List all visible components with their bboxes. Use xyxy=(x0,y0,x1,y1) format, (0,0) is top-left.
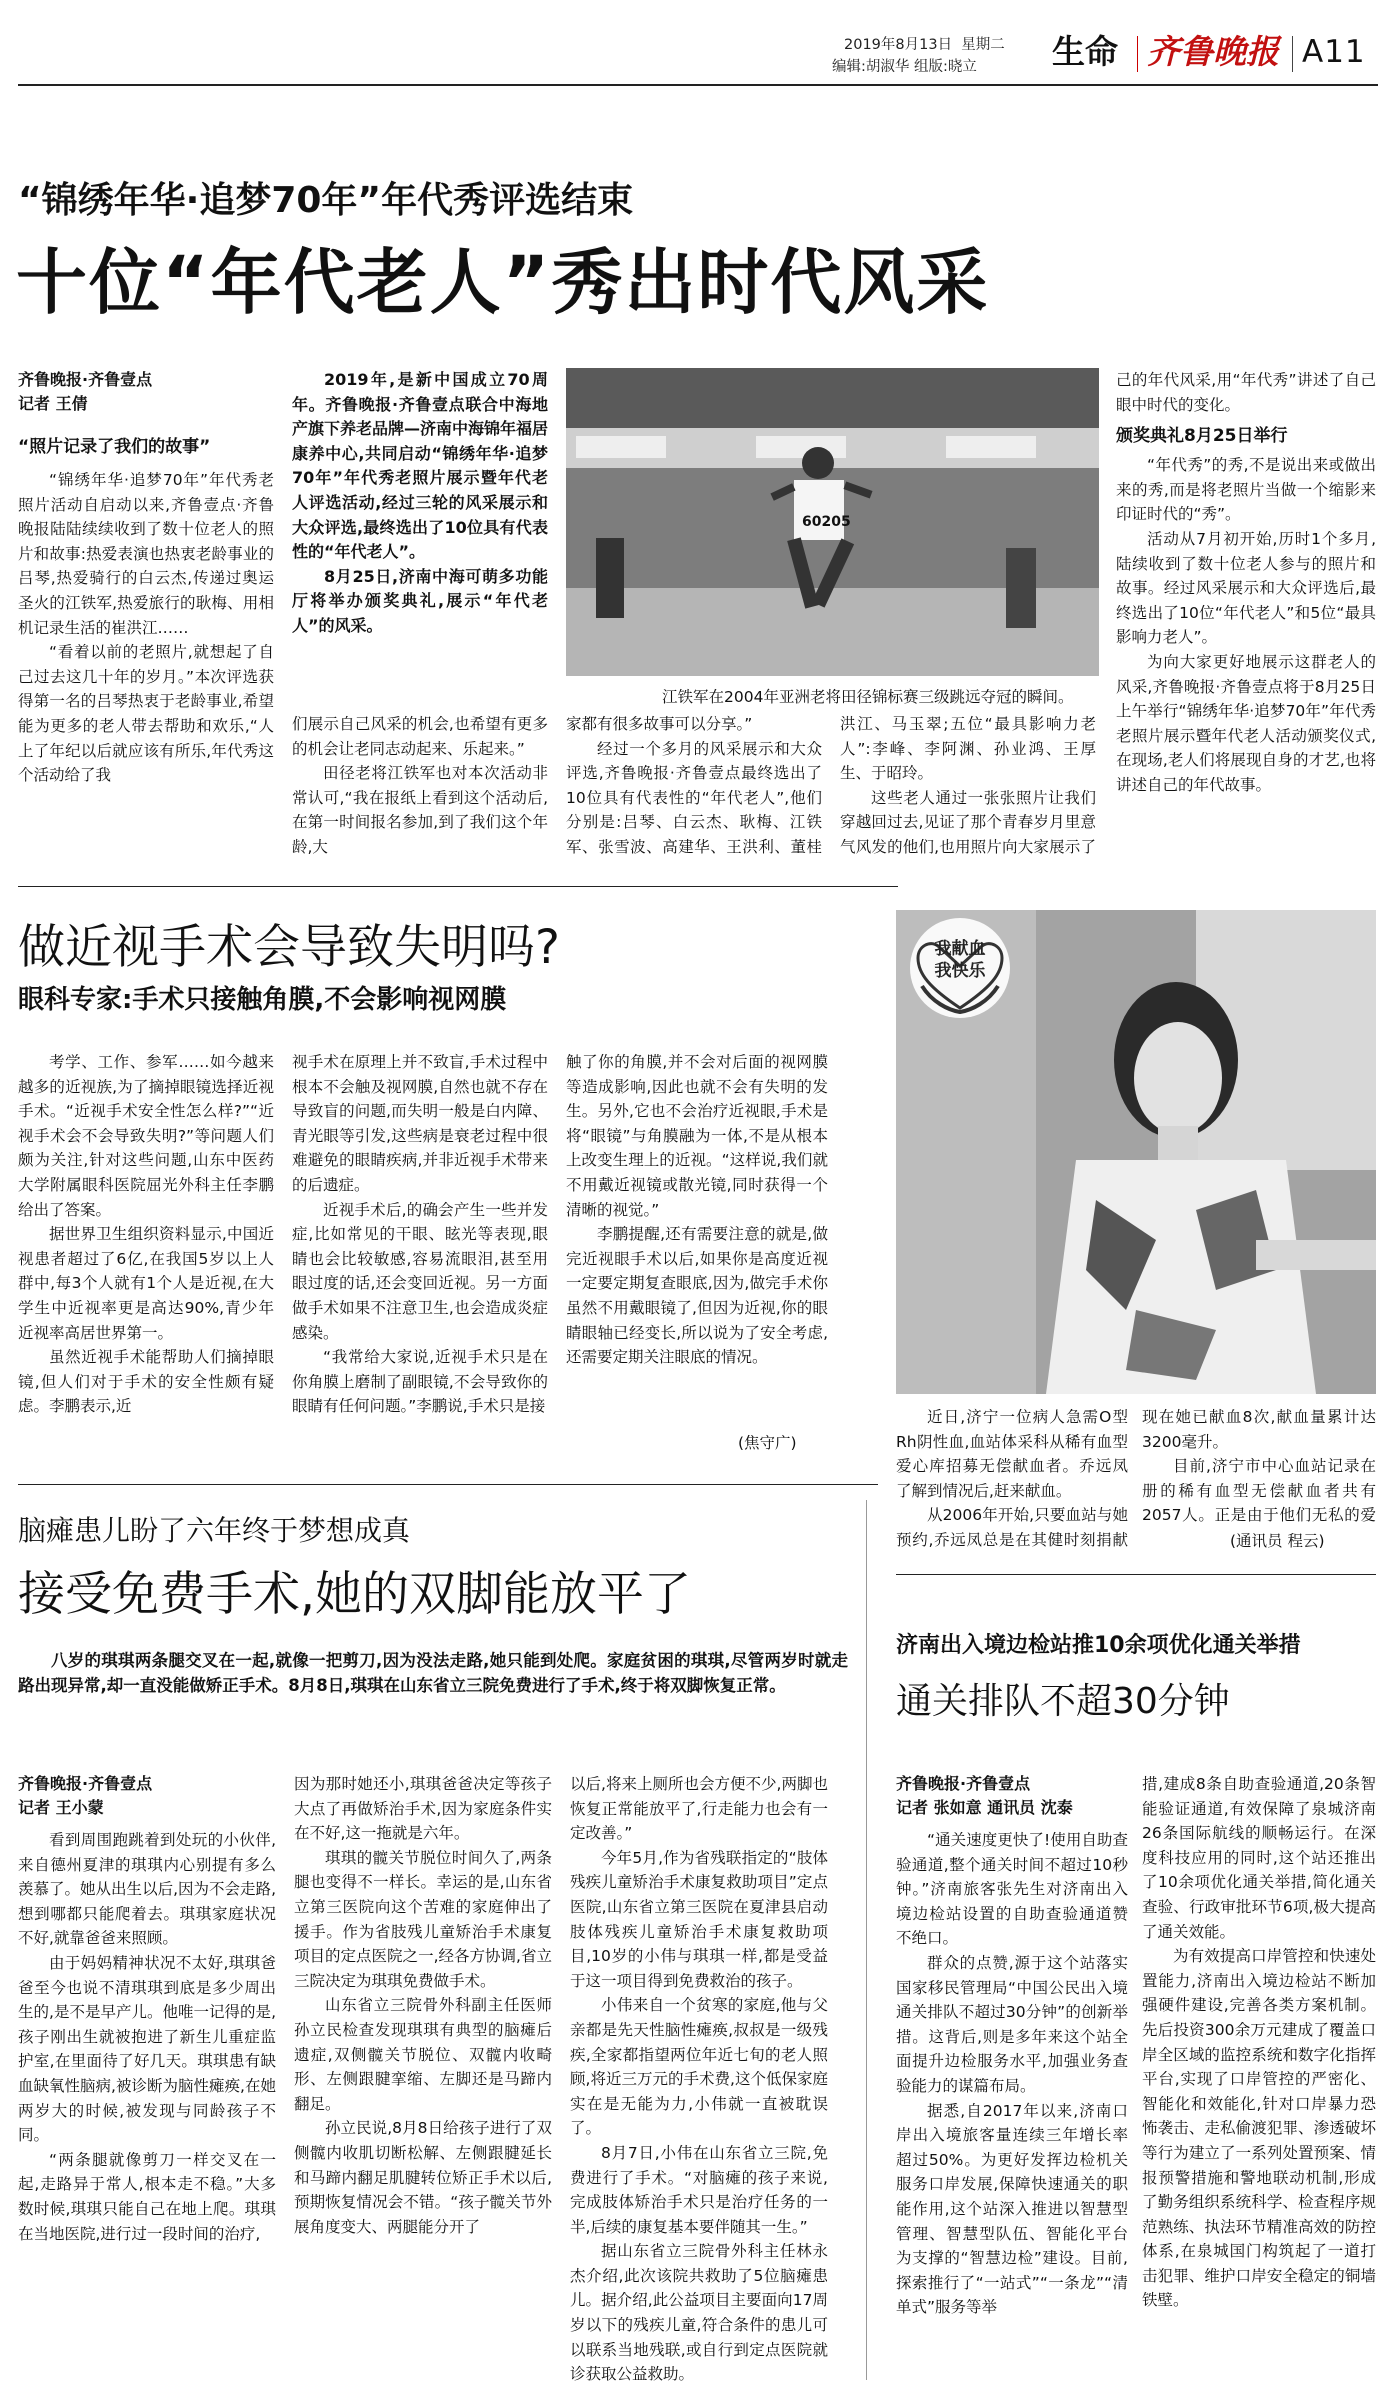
article3-byline: 齐鲁晚报·齐鲁壹点 xyxy=(18,1774,153,1793)
article1-paragraph: 经过一个多月的风采展示和大众评选,齐鲁晚报·齐鲁壹点最终选出了10位具有代表性的“年代老人”,他们分别是:吕琴、白云杰、耿梅、江铁军、张雪波、高建华、王洪利、董桂 xyxy=(566,739,822,856)
article3-paragraph: 8月7日,小伟在山东省立三院,免费进行了手术。“对脑瘫的孩子来说,完成肢体矫治手术只是治疗任务的一半,后续的康复基本要伴随其一生。” xyxy=(570,2143,828,2236)
article3-column-2 xyxy=(294,1772,552,2384)
article4-reporter: 记者 张如意 通讯员 沈泰 xyxy=(896,1798,1073,1817)
header-weekday: 星期二 xyxy=(961,37,1005,53)
article1-reporter: 记者 王倩 xyxy=(18,394,88,413)
blood-paragraph: 目前,济宁市中心血站记录在册的稀有血型无偿献血者共有2057人。正是由于他们无私的爱 xyxy=(1142,1457,1376,1525)
blood-badge-line2: 我快乐 xyxy=(934,961,986,981)
article3-column-3 xyxy=(570,1648,828,2384)
article3-paragraph: 小伟来自一个贫寒的家庭,他与父亲都是先天性脑性瘫痪,叔叔是一级残疾,全家都指望两位年近七旬的老人照顾,将近三万元的手术费,这个低保家庭实在是无能为力,小伟就一直被耽误了。 xyxy=(570,1996,828,2138)
blood-column-1 xyxy=(896,1405,1128,1551)
article3-paragraph: 据山东省立三院骨外科主任林永杰介绍,此次该院共救助了5位脑瘫患儿。据介绍,此公益项目主要面向17周岁以下的残疾儿童,符合条件的患儿可以联系当地残联,或自行到定点医院就诊获取公益救助。 xyxy=(570,2242,828,2384)
article2-column-2 xyxy=(292,1050,548,1454)
header-date-line xyxy=(844,35,1005,55)
article3-lead: 八岁的琪琪两条腿交叉在一起,就像一把剪刀,因为没法走路,她只能到处爬。家庭贫困的琪琪,尽管两岁时就走路出现异常,却一直没能做矫正手术。8月8日,琪琪在山东省立三院免费进行了手术,终于将双脚恢复正常。 xyxy=(18,1651,848,1695)
article3-paragraph: 琪琪的髋关节脱位时间久了,两条腿也变得不一样长。幸运的是,山东省立第三医院向这个苦难的家庭伸出了援手。作为省肢残儿童矫治手术康复项目的定点医院之一,经各方协调,省立三院决定为琪琪免费做手术。 xyxy=(294,1848,552,1990)
header-date: 2019年8月13日 xyxy=(844,37,953,53)
article1-byline: 齐鲁晚报·齐鲁壹点 xyxy=(18,370,153,389)
article2-credit: (焦守广) xyxy=(738,1434,797,1452)
article1-column-4 xyxy=(840,712,1096,860)
article3-paragraph: 今年5月,作为省残联指定的“肢体残疾儿童矫治手术康复救助项目”定点医院,山东省立第三医院在夏津县启动肢体残疾儿童矫治手术康复救助项目,10岁的小伟与琪琪一样,都是受益于这一项目得到免费救治的孩子。 xyxy=(570,1848,828,1990)
article4-paragraph: 措,建成8条自助查验通道,20条智能验证通道,有效保障了泉城济南26条国际航线的顺畅运行。在深度科技应用的同时,这个站还推出了10余项优化通关举措,简化通关查验、行政审批环节6项,极大提高了通关效能。 xyxy=(1142,1775,1376,1941)
article1-paragraph: “看着以前的老照片,就想起了自己过去这几十年的岁月。”本次评选获得第一名的吕琴热衷于老龄事业,希望能为更多的老人带去帮助和欢乐,“人上了年纪以后就应该有所乐,年代秀这个活动给了我 xyxy=(18,643,274,785)
article2-paragraph: 李鹏提醒,还有需要注意的就是,做完近视眼手术以后,如果你是高度近视一定要定期复查眼底,因为,做完手术你虽然不用戴眼镜了,但因为近视,你的眼睛眼轴已经变长,所以说为了安全考虑,还需要定期关注眼底的情况。 xyxy=(566,1225,828,1367)
article3-kicker: 脑瘫患儿盼了六年终于梦想成真 xyxy=(18,1514,411,1547)
athlete-photo xyxy=(566,368,1099,676)
blood-paragraph: 现在她已献血8次,献血量累计达3200毫升。 xyxy=(1142,1408,1376,1451)
blood-credit: (通讯员 程云) xyxy=(1230,1532,1325,1550)
article1-paragraph: 活动从7月初开始,历时1个多月,陆续收到了数十位老人参与的照片和故事。经过风采展示和大众评选后,最终选出了10位“年代老人”和5位“最具影响力老人”。 xyxy=(1116,529,1376,647)
section-rule xyxy=(896,1574,1376,1575)
article2-paragraph: 据世界卫生组织资料显示,中国近视患者超过了6亿,在我国5岁以上人群中,每3个人就有1个人是近视,在大学生中近视率更是高达90%,青少年近视率高居世界第一。 xyxy=(18,1225,274,1342)
section-rule xyxy=(18,1484,878,1485)
athlete-bib: 60205 xyxy=(802,514,851,530)
article4-kicker: 济南出入境边检站推10余项优化通关举措 xyxy=(896,1633,1301,1658)
article1-headline: 十位“年代老人”秀出时代风采 xyxy=(16,241,990,324)
article3-paragraph: 看到周围跑跳着到处玩的小伙伴,来自德州夏津的琪琪内心别提有多么羡慕了。她从出生以后,因为不会走路,想到哪都只能爬着去。琪琪家庭状况不好,就靠爸爸来照顾。 xyxy=(18,1831,276,1948)
page-number: A11 xyxy=(1302,34,1366,70)
article1-paragraph: “锦绣年华·追梦70年”年代秀老照片活动自启动以来,齐鲁壹点·齐鲁晚报陆陆续续收到了数十位老人的照片和故事:热爱表演也热衷老龄事业的吕琴,热爱骑行的白云杰,传递过奥运圣火的江铁军,热爱旅行的耿梅、用相机记录生活的崔洪江…… xyxy=(18,471,274,637)
article3-reporter: 记者 王小蒙 xyxy=(18,1798,104,1817)
article3-column-1 xyxy=(18,1772,276,2384)
article4-column-1 xyxy=(896,1772,1128,2384)
article1-paragraph: 家都有很多故事可以分享。” xyxy=(566,715,753,733)
article3-headline: 接受免费手术,她的双脚能放平了 xyxy=(18,1567,691,1622)
blood-paragraph: 从2006年开始,只要血站与她预约,乔远凤总是在其健时刻捐献 xyxy=(896,1506,1128,1549)
column-divider xyxy=(866,1500,867,2380)
header-divider xyxy=(1292,36,1293,72)
article4-paragraph: 为有效提高口岸管控和快速处置能力,济南出入境边检站不断加强硬件建设,完善各类方案机制。先后投资300余万元建成了覆盖口岸全区域的监控系统和数字化指挥平台,实现了口岸管控的严密化、智能化和效能化,针对口岸暴力恐怖袭击、走私偷渡犯罪、渗透破坏等行为建立了一系列处置预案、情报预警措施和警地联动机制,形成了勤务组织系统科学、检查程序规范熟练、执法环节精准高效的防控体系,在泉城国门构筑起了一道打击犯罪、维护口岸安全稳定的铜墙铁壁。 xyxy=(1142,1947,1376,2310)
newspaper-logo: 齐鲁晚报 xyxy=(1147,32,1279,71)
article1-paragraph: 洪江、马玉翠;五位“最具影响力老人”:李峰、李阿渊、孙业鸿、王厚生、于昭玲。 xyxy=(840,715,1096,783)
article4-headline: 通关排队不超30分钟 xyxy=(896,1681,1230,1722)
article4-paragraph: 据悉,自2017年以来,济南口岸出入境旅客量连续三年增长率超过50%。为更好发挥边检机关服务口岸发展,保障快速通关的职能作用,这个站深入推进以智慧型管理、智慧型队伍、智能化平台为支撑的“智慧边检”建设。目前,探索推行了“一站式”“一条龙”“清单式”服务等举 xyxy=(896,2101,1128,2317)
article3-paragraph: 因为那时她还小,琪琪爸爸决定等孩子大点了再做矫治手术,因为家庭条件实在不好,这一拖就是六年。 xyxy=(294,1775,552,1843)
article3-paragraph: 由于妈妈精神状况不太好,琪琪爸爸至今也说不清琪琪到底是多少周出生的,是不是早产儿。他唯一记得的是,孩子刚出生就被抱进了新生儿重症监护室,在里面待了好几天。琪琪患有缺血缺氧性脑病,被诊断为脑性瘫痪,在她两岁大的时候,被发现与同龄孩子不同。 xyxy=(18,1953,276,2145)
header-divider xyxy=(1137,36,1138,72)
article2-paragraph: 近视手术后,的确会产生一些并发症,比如常见的干眼、眩光等表现,眼睛也会比较敏感,容易流眼泪,甚至用眼过度的话,还会变回近视。另一方面做手术如果不注意卫生,也会造成炎症感染。 xyxy=(292,1200,548,1342)
article1-column-2b xyxy=(292,712,548,860)
article2-column-3 xyxy=(566,1050,828,1430)
article1-subhead-2: 颁奖典礼8月25日举行 xyxy=(1116,426,1288,447)
blood-paragraph: 近日,济宁一位病人急需O型Rh阴性血,血站体采科从稀有血型爱心库招募无偿献血者。乔远凤了解到情况后,赶来献血。 xyxy=(896,1408,1128,1500)
article1-kicker: “锦绣年华·追梦70年”年代秀评选结束 xyxy=(18,180,634,221)
article2-paragraph: 虽然近视手术能帮助人们摘掉眼镜,但人们对于手术的安全性颇有疑虑。李鹏表示,近 xyxy=(18,1348,274,1416)
article1-paragraph: 为向大家更好地展示这群老人的风采,齐鲁晚报·齐鲁壹点将于8月25日上午举行“锦绣年华·追梦70年”年代秀老照片展示暨年代老人活动颁奖仪式,在现场,老人们将展现自身的才艺,也将讲述自己的年代故事。 xyxy=(1116,652,1376,794)
article3-paragraph: “两条腿就像剪刀一样交叉在一起,走路异于常人,根本走不稳。”大多数时候,琪琪只能自己在地上爬。琪琪在当地医院,进行过一段时间的治疗, xyxy=(18,2150,276,2243)
article4-paragraph: 群众的点赞,源于这个站落实国家移民管理局“中国公民出入境通关排队不超过30分钟”的创新举措。这背后,则是多年来这个站全面提升边检服务水平,加强业务查验能力的谋篇布局。 xyxy=(896,1953,1128,2095)
article1-paragraph: 己的年代风采,用“年代秀”讲述了自己眼中时代的变化。 xyxy=(1116,371,1376,414)
article2-paragraph: 考学、工作、参军……如今越来越多的近视族,为了摘掉眼镜选择近视手术。“近视手术安全性怎么样?”“近视手术会不会导致失明?”等问题人们颇为关注,针对这些问题,山东中医药大学附属眼科医院屈光外科主任李鹏给出了答案。 xyxy=(18,1053,274,1219)
article4-paragraph: “通关速度更快了!使用自助查验通道,整个通关时间不超过10秒钟。”济南旅客张先生对济南出入境边检站设置的自助查验通道赞不绝口。 xyxy=(896,1831,1128,1948)
article1-column-1 xyxy=(18,368,274,860)
article3-paragraph: 以后,将来上厕所也会方便不少,两脚也恢复正常能放平了,行走能力也会有一定改善。” xyxy=(570,1775,828,1843)
article1-column-2 xyxy=(292,368,548,636)
article1-paragraph: 们展示自己风采的机会,也希望有更多的机会让老同志动起来、乐起来。” xyxy=(292,715,548,758)
article2-paragraph: “我常给大家说,近视手术只是在你角膜上磨制了副眼镜,不会导致你的眼睛有任何问题。”李鹏说,手术只是接 xyxy=(292,1348,548,1416)
article4-column-2 xyxy=(1142,1772,1376,2384)
article2-subhead: 眼科专家:手术只接触角膜,不会影响视网膜 xyxy=(18,985,507,1015)
article1-paragraph: 田径老将江铁军也对本次活动非常认可,“我在报纸上看到这个活动后,在第一时间报名参加,到了我们这个年龄,大 xyxy=(292,764,548,856)
article1-column-5 xyxy=(1116,368,1376,860)
article1-paragraph: 这些老人通过一张张照片让我们穿越回过去,见证了那个青春岁月里意气风发的他们,也用照片向大家展示了 xyxy=(840,788,1096,856)
section-rule xyxy=(18,886,898,887)
header-editors: 编辑:胡淑华 组版:晓立 xyxy=(832,59,977,75)
article2-paragraph: 视手术在原理上并不致盲,手术过程中根本不会触及视网膜,自然也就不存在导致盲的问题,而失明一般是白内障、青光眼等引发,这些病是衰老过程中很难避免的眼睛疾病,并非近视手术带来的后遗症。 xyxy=(292,1053,548,1194)
article3-paragraph: 山东省立三院骨外科副主任医师孙立民检查发现琪琪有典型的脑瘫后遗症,双侧髋关节脱位、双髋内收畸形、左侧跟腱挛缩、左脚还是马蹄内翻足。 xyxy=(294,1996,552,2113)
article2-paragraph: 触了你的角膜,并不会对后面的视网膜等造成影响,因此也就不会有失明的发生。另外,它也不会治疗近视眼,手术是将“眼镜”与角膜融为一体,不是从根本上改变生理上的近视。“这样说,我们就不用戴近视镜或散光镜,同时获得一个清晰的视觉。” xyxy=(566,1053,828,1219)
section-name: 生命 xyxy=(1052,32,1118,71)
blood-column-2 xyxy=(1142,1405,1376,1529)
article1-paragraph: “年代秀”的秀,不是说出来或做出来的秀,而是将老照片当做一个缩影来印证时代的“秀”。 xyxy=(1116,456,1376,524)
header-rule xyxy=(18,84,1378,86)
article1-lead: 2019年,是新中国成立70周年。齐鲁晚报·齐鲁壹点联合中海地产旗下养老品牌—济南中海锦年福居康养中心,共同启动“锦绣年华·追梦70年”年代秀老照片展示暨年代老人评选活动,经过三轮的风采展示和大众评选,最终选出了10位具有代表性的“年代老人”。 xyxy=(292,370,548,562)
athlete-photo-caption: 江铁军在2004年亚洲老将田径锦标赛三级跳远夺冠的瞬间。 xyxy=(662,688,1074,706)
article1-lead-2: 8月25日,济南中海可萌多功能厅将举办颁奖典礼,展示“年代老人”的风采。 xyxy=(292,566,548,635)
blood-badge-line1: 我献血 xyxy=(934,939,986,959)
blood-badge xyxy=(908,916,1012,1020)
article4-byline: 齐鲁晚报·齐鲁壹点 xyxy=(896,1774,1031,1793)
article1-subhead-1: “照片记录了我们的故事” xyxy=(18,437,211,457)
article3-paragraph: 孙立民说,8月8日给孩子进行了双侧髋内收肌切断松解、左侧跟腱延长和马蹄内翻足肌腱转位矫正手术以后,预期恢复情况会不错。“孩子髋关节外展角度变大、两腿能分开了 xyxy=(294,2119,552,2236)
article1-column-3 xyxy=(566,712,822,860)
article2-headline: 做近视手术会导致失明吗? xyxy=(18,920,560,975)
article2-column-1 xyxy=(18,1050,274,1454)
